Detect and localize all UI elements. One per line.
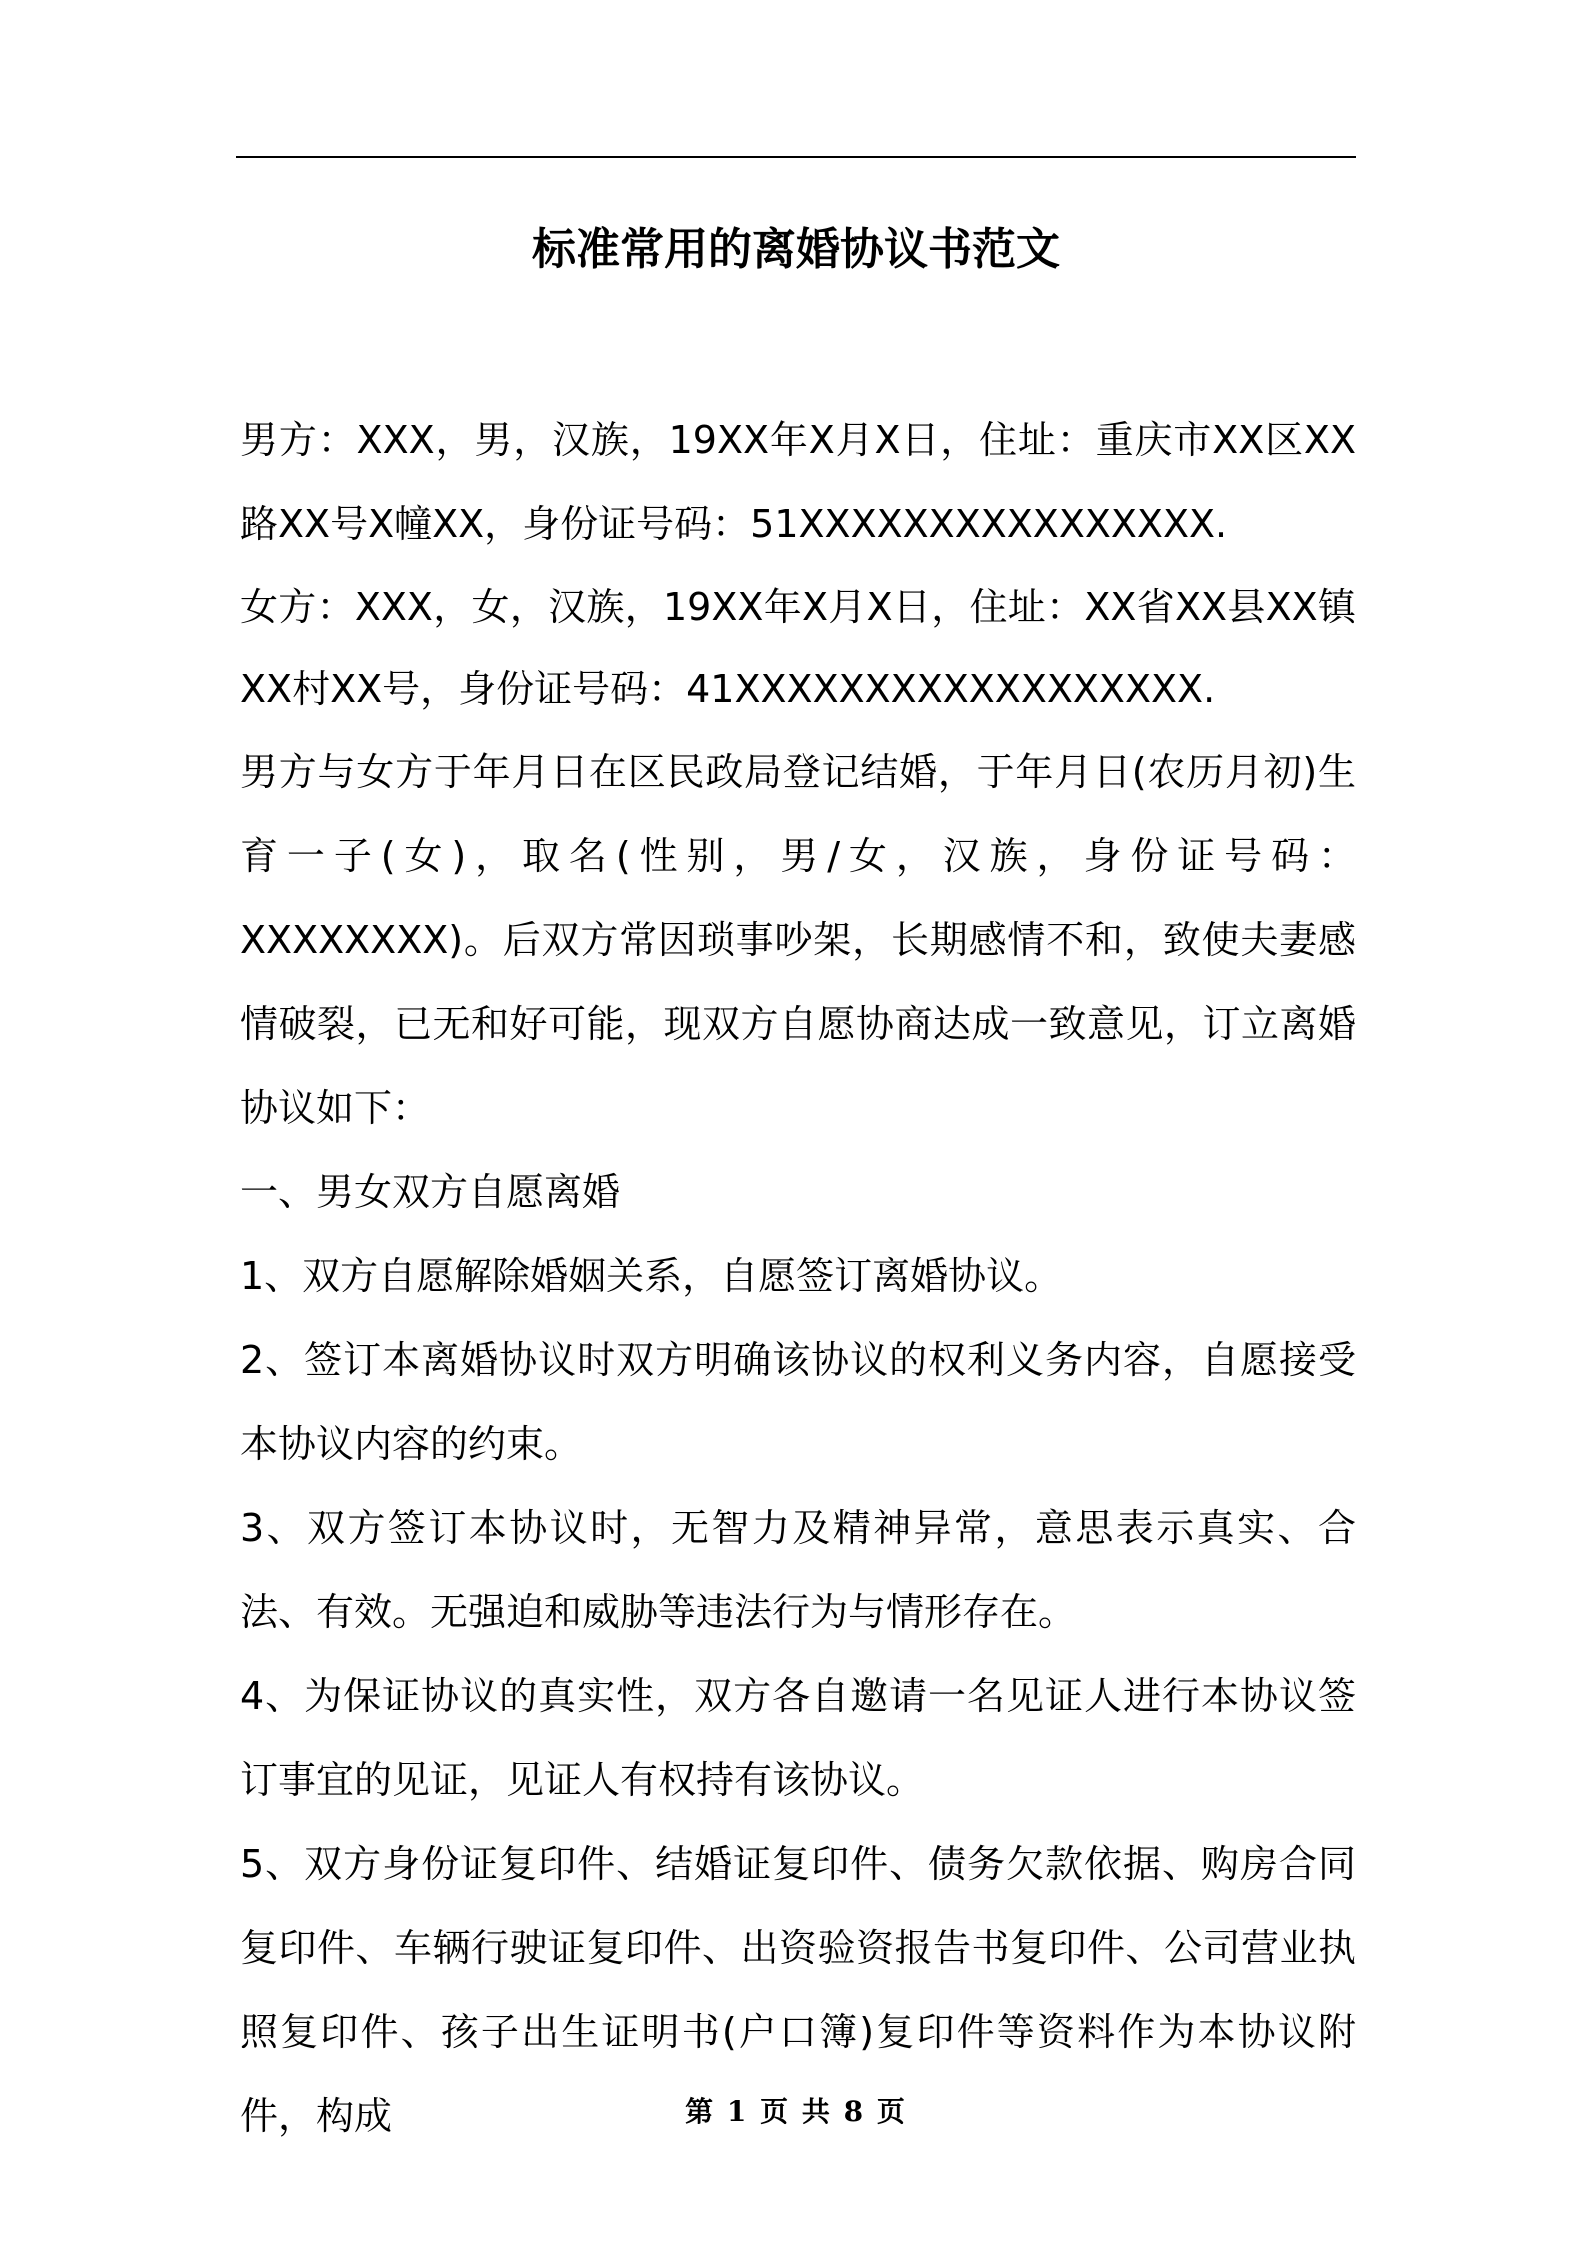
document-body [240, 398, 1356, 2158]
party-female-paragraph: 女方：XXX，女，汉族，19XX年X月X日，住址：XX省XX县XX镇XX村XX号，身份证号码：41XXXXXXXXXXXXXXXXXX. [240, 585, 1356, 711]
clause-1: 1、双方自愿解除婚姻关系，自愿签订离婚协议。 [240, 1254, 1063, 1298]
background-paragraph: 男方与女方于年月日在区民政局登记结婚，于年月日(农历月初)生育一子(女)，取名(性别，男/女，汉族，身份证号码：XXXXXXXX)。后双方常因琐事吵架，长期感情不和，致使夫妻感情破裂，已无和好可能，现双方自愿协商达成一致意见，订立离婚协议如下： [240, 750, 1356, 1130]
clause-4: 4、为保证协议的真实性，双方各自邀请一名见证人进行本协议签订事宜的见证，见证人有权持有该协议。 [240, 1674, 1356, 1802]
clause-3: 3、双方签订本协议时，无智力及精神异常，意思表示真实、合法、有效。无强迫和威胁等违法行为与情形存在。 [240, 1506, 1356, 1634]
header-rule [236, 156, 1356, 158]
document-title: 标准常用的离婚协议书范文 [532, 224, 1060, 275]
page-number-footer: 第 1 页 共 8 页 [685, 2095, 907, 2128]
section-heading: 一、男女双方自愿离婚 [240, 1170, 621, 1214]
party-male-paragraph: 男方：XXX，男，汉族，19XX年X月X日，住址：重庆市XX区XX路XX号X幢XX，身份证号码：51XXXXXXXXXXXXXXXX. [240, 418, 1356, 546]
clause-2: 2、签订本离婚协议时双方明确该协议的权利义务内容，自愿接受本协议内容的约束。 [240, 1338, 1356, 1466]
clause-5: 5、双方身份证复印件、结婚证复印件、债务欠款依据、购房合同复印件、车辆行驶证复印件、出资验资报告书复印件、公司营业执照复印件、孩子出生证明书(户口簿)复印件等资料作为本协议附件，构成 [240, 1842, 1356, 2138]
